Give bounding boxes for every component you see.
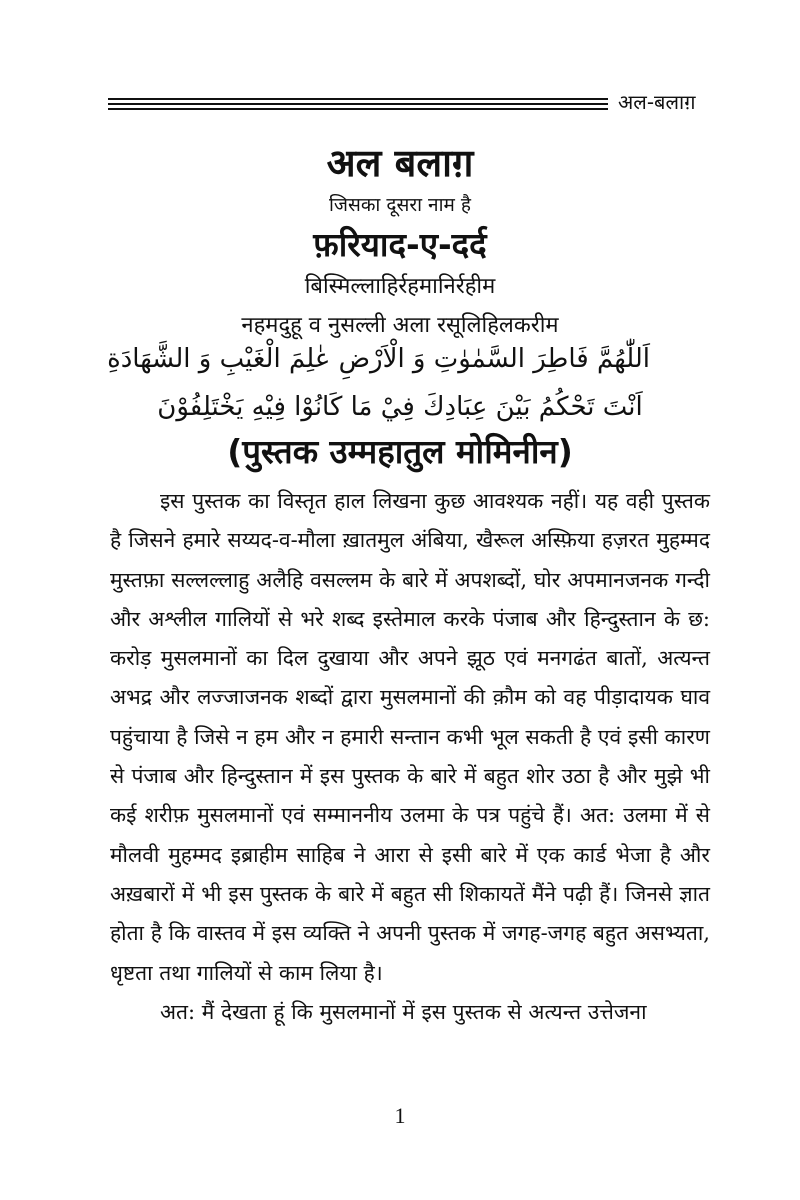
arabic-verse-line-2: اَنْتَ تَحْكُمُ بَيْنَ عِبَادِكَ فِيْ مَا كَانُوْا فِيْهِ يَخْتَلِفُوْنَ [157,392,643,422]
arabic-verse-line-1: اَللّٰهُمَّ فَاطِرَ السَّمٰوٰتِ وَ الْاَرْضِ عٰلِمَ الْغَيْبِ وَ الشَّهَادَةِ [107,344,650,374]
page-number: 1 [394,1103,406,1128]
paragraph: अत: मैं देखता हूं कि मुसलमानों में इस पुस्तक से अत्यन्त उत्तेजना [160,999,647,1024]
subtitle-intro: जिसका दूसरा नाम है [328,194,472,216]
running-head: अल-बलाग़ [618,90,696,114]
bismillah-line: बिस्मिल्लाहिर्रहमानिर्रहीम [304,274,496,299]
paragraph: इस पुस्तक का विस्तृत हाल लिखना कुछ आवश्यक नहीं। यह वही पुस्तक है जिसने हमारे सय्यद-व-मौला ख़ातमुल अंबिया, खैरूल अस्फ़िया हज़रत मुहम्मद मुस्तफ़ा सल्लल्लाहु अलैहि वसल्लम के बारे में अपशब्दों, घोर अपमानजनक गन्दी और अश्लील गालियों से भरे शब्द इस्तेमाल करके पंजाब और हिन्दुस्तान के छ: करोड़ मुसलमानों का दिल दुखाया और अपने झूठ एवं मनगढंत बातों, अत्यन्त अभद्र और लज्जाजनक शब्दों द्वारा मुसलमानों की क़ौम को वह पीड़ादायक घाव पहुंचाया है जिसे न हम और न हमारी सन्तान कभी भूल सकती है एवं इसी कारण से पंजाब और हिन्दुस्तान में इस पुस्तक के बारे में बहुत शोर उठा है और मुझे भी कई शरीफ़ मुसलमानों एवं सम्माननीय उलमा के पत्र पहुंचे हैं। अत: उलमा में से मौलवी मुहम्मद इब्राहीम साहिब ने आरा से इसी बारे में एक कार्ड भेजा है और अख़बारों में भी इस पुस्तक के बारे में बहुत सी शिकायतें मैंने पढ़ी हैं। जिनसे ज्ञात होता है कि वास्तव में इस व्यक्ति ने अपनी पुस्तक में जगह-जगह बहुत असभ्यता, धृष्टता तथा गालियों से काम लिया है। [110,489,710,985]
body-text [110,482,710,1032]
page-title: अल बलाग़ [326,141,474,185]
book-title: (पुस्तक उम्महातुल मोमिनीन) [227,432,573,471]
nahmaduhu-line: नहमदुहू व नुसल्ली अला रसूलिहिलकरीम [241,313,559,338]
header-rule [108,96,608,112]
subtitle: फ़रियाद-ए-दर्द [313,225,487,264]
